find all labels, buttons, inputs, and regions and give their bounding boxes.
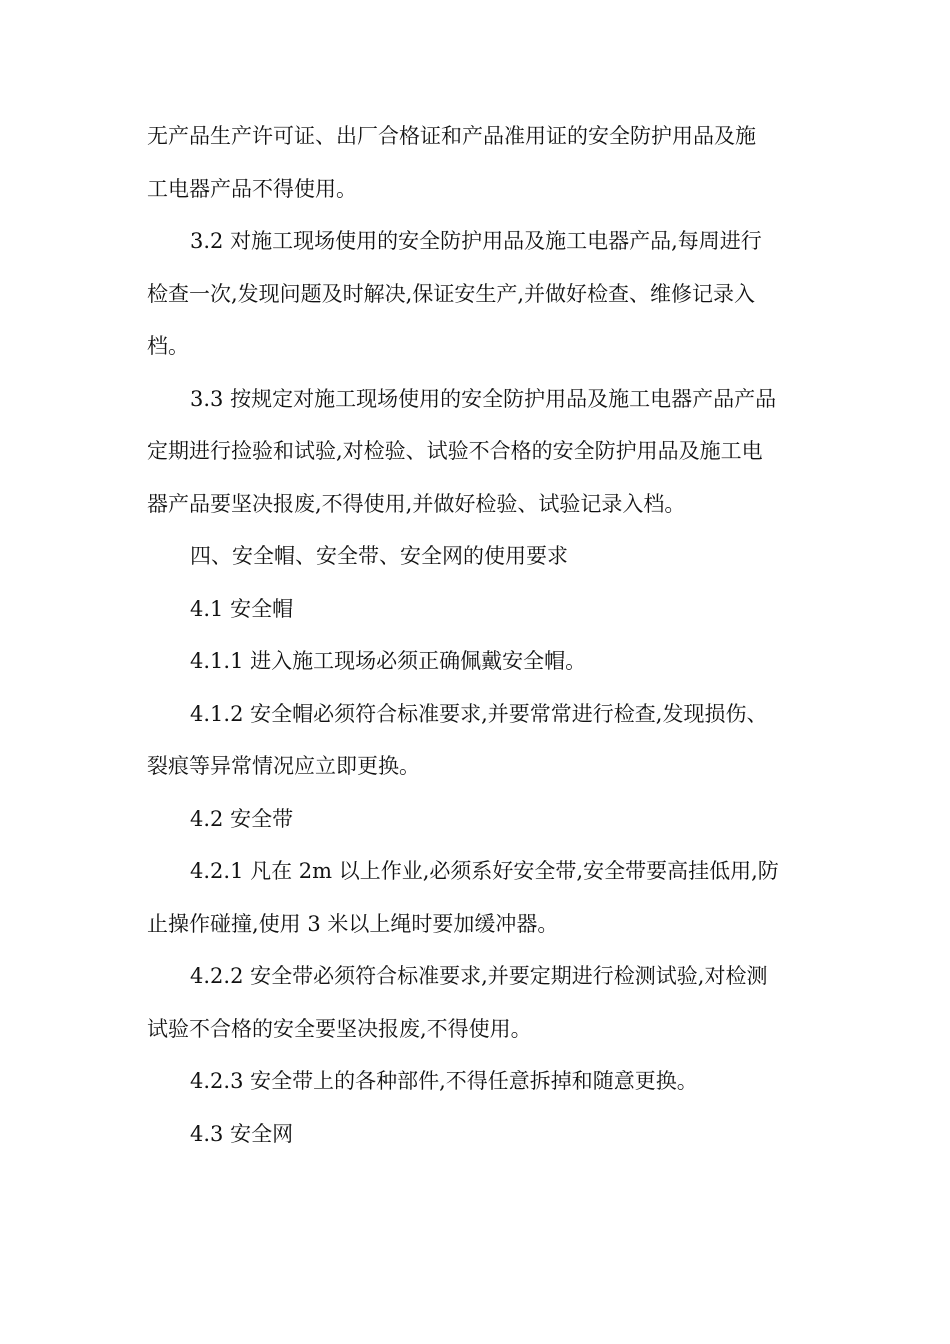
- text-line: 3.2 对施工现场使用的安全防护用品及施工电器产品,每周进行: [190, 229, 762, 253]
- section-heading-4: [147, 530, 807, 583]
- paragraph-3-2: [147, 215, 807, 373]
- paragraph-4-2-1: [147, 845, 807, 950]
- text-line: 档。: [147, 334, 189, 358]
- text-line: 4.2.3 安全带上的各种部件,不得任意拆掉和随意更换。: [190, 1069, 698, 1093]
- paragraph-4-1-2: [147, 688, 807, 793]
- text-line: 4.1.2 安全帽必须符合标准要求,并要常常进行检查,发现损伤、: [190, 701, 768, 726]
- text-line: 4.1.1 进入施工现场必须正确佩戴安全帽。: [190, 649, 587, 673]
- paragraph-4-2-2: [147, 950, 807, 1055]
- subsection-heading-4-2: [147, 793, 807, 846]
- document-page: [147, 110, 807, 1160]
- text-line: 定期进行捡验和试验,对检验、试验不合格的安全防护用品及施工电: [147, 439, 763, 463]
- text-line: 4.2.1 凡在 2m 以上作业,必须系好安全带,安全带要高挂低用,防: [190, 859, 779, 883]
- text-line: 4.2 安全带: [190, 806, 294, 831]
- subsection-heading-4-3: [147, 1108, 807, 1161]
- text-line: 4.2.2 安全带必须符合标准要求,并要定期进行检测试验,对检测: [190, 964, 768, 988]
- paragraph-3-3: [147, 373, 807, 531]
- paragraph-4-2-3: [147, 1055, 807, 1108]
- text-line: 3.3 按规定对施工现场使用的安全防护用品及施工电器产品产品: [190, 386, 777, 411]
- text-line: 4.3 安全网: [190, 1121, 294, 1146]
- text-line: 器产品要坚决报废,不得使用,并做好检验、试验记录入档。: [147, 491, 686, 516]
- paragraph-intro: [147, 110, 807, 215]
- subsection-heading-4-1: [147, 583, 807, 636]
- text-line: 止操作碰撞,使用 3 米以上绳时要加缓冲器。: [147, 911, 559, 936]
- text-line: 无产品生产许可证、出厂合格证和产品准用证的安全防护用品及施: [147, 124, 756, 148]
- paragraph-4-1-1: [147, 635, 807, 688]
- text-line: 检查一次,发现问题及时解决,保证安生产,并做好检查、维修记录入: [147, 281, 756, 306]
- text-line: 裂痕等异常情况应立即更换。: [147, 754, 420, 778]
- text-line: 试验不合格的安全要坚决报废,不得使用。: [147, 1016, 532, 1041]
- text-line: 4.1 安全帽: [190, 596, 294, 621]
- text-line: 四、安全帽、安全带、安全网的使用要求: [190, 544, 568, 568]
- text-line: 工电器产品不得使用。: [147, 176, 357, 201]
